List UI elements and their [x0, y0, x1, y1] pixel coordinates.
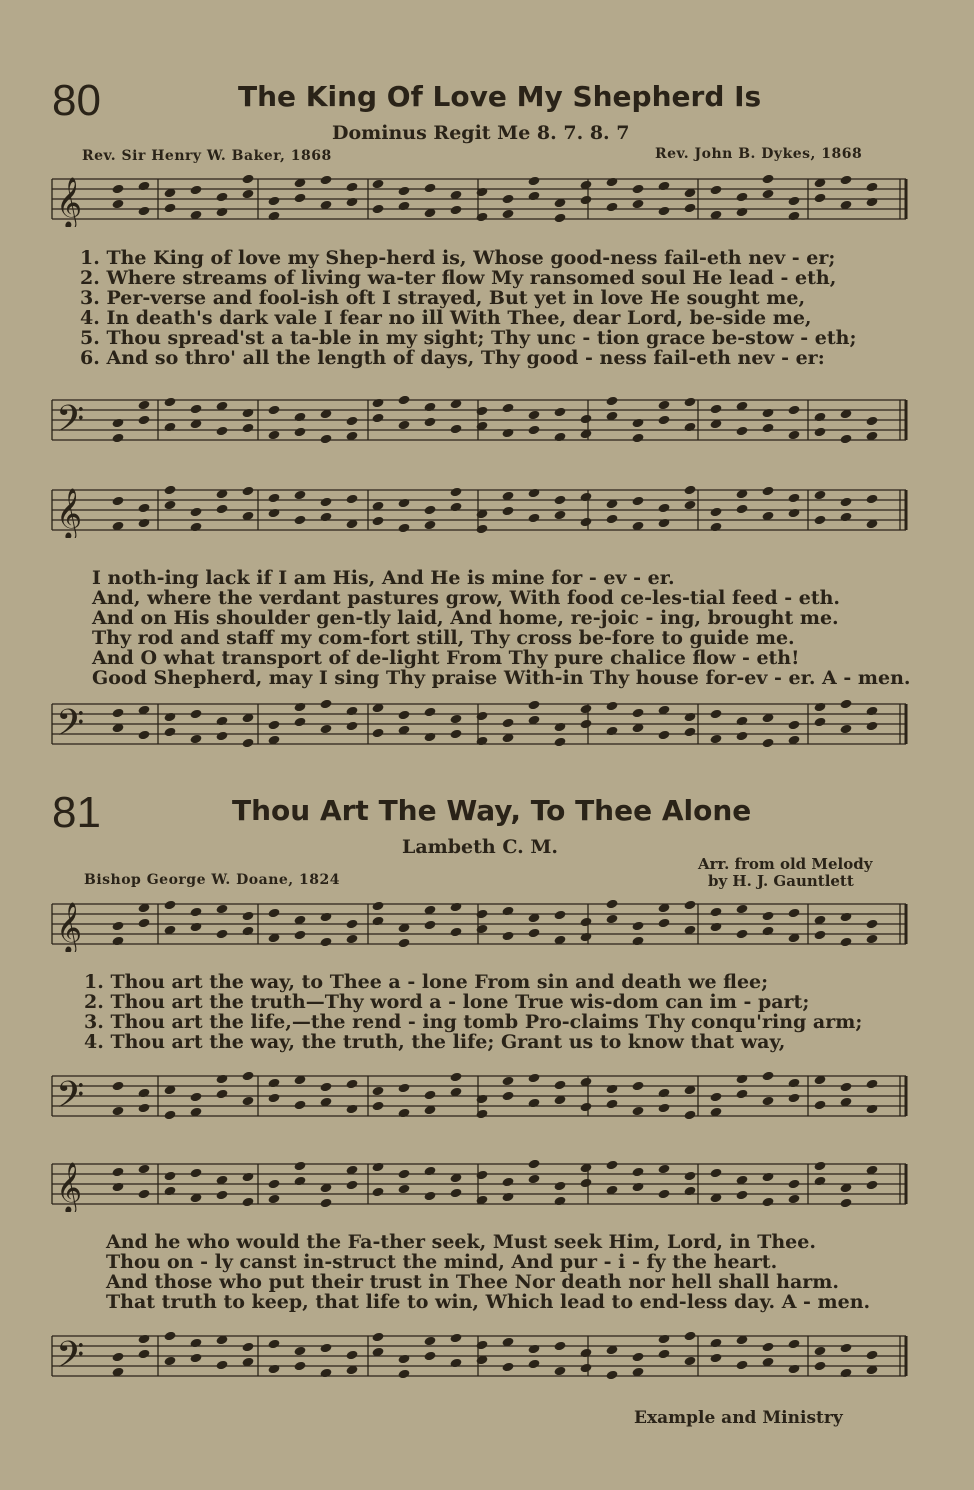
verse-line: 5. Thou spread'st a ta-ble in my sight; Thy unc - tion grace be-stow - eth;: [80, 327, 857, 349]
verse-block: [84, 972, 862, 1052]
verse-line: Thou on - ly canst in-struct the mind, And pur - i - fy the heart.: [106, 1251, 778, 1273]
hymn-number: 80: [52, 76, 101, 125]
svg-text:𝄞: 𝄞: [56, 488, 83, 538]
tune-name: Dominus Regit Me 8. 7. 8. 7: [332, 122, 630, 144]
verse-line: 3. Per-verse and fool-ish oft I strayed, But yet in love He sought me,: [80, 287, 806, 309]
bass-staff: [48, 700, 910, 752]
verse-line: And those who put their trust in Thee Nor death nor hell shall harm.: [106, 1271, 840, 1293]
verse-line: Thy rod and staff my com-fort still, Thy cross be-fore to guide me.: [92, 627, 795, 649]
svg-text:𝄢: 𝄢: [56, 398, 85, 448]
bass-staff: [48, 1072, 910, 1124]
verse-line: 4. In death's dark vale I fear no ill With Thee, dear Lord, be-side me,: [80, 307, 812, 329]
svg-text:𝄢: 𝄢: [56, 1074, 85, 1124]
treble-staff: [48, 1160, 910, 1212]
author-credit: Rev. Sir Henry W. Baker, 1868: [82, 148, 332, 164]
bass-staff: [48, 1332, 910, 1384]
hymn-title: The King Of Love My Shepherd Is: [238, 80, 762, 113]
bass-staff: [48, 396, 910, 448]
verse-line: 3. Thou art the life,—the rend - ing tomb Pro-claims Thy conqu'ring arm;: [84, 1011, 863, 1033]
author-credit: Bishop George W. Doane, 1824: [84, 872, 340, 888]
composer-credit-line: Arr. from old Melody: [698, 855, 873, 873]
verse-line: 6. And so thro' all the length of days, Thy good - ness fail-eth nev - er:: [80, 347, 825, 369]
verse-line: That truth to keep, that life to win, Which lead to end-less day. A - men.: [106, 1291, 871, 1313]
svg-text:𝄢: 𝄢: [56, 1334, 85, 1384]
verse-line: And, where the verdant pastures grow, With food ce-les-tial feed - eth.: [92, 587, 841, 609]
verse-line: Good Shepherd, may I sing Thy praise With-in Thy house for-ev - er. A - men.: [92, 667, 911, 689]
composer-credit-line: by H. J. Gauntlett: [708, 872, 854, 890]
treble-staff: [48, 486, 910, 538]
verse-line: 1. The King of love my Shep-herd is, Whose good-ness fail-eth nev - er;: [80, 247, 836, 269]
verse-line: And O what transport of de-light From Thy pure chalice flow - eth!: [92, 647, 800, 669]
hymn-title: Thou Art The Way, To Thee Alone: [232, 794, 752, 827]
composer-credit: Rev. John B. Dykes, 1868: [655, 146, 863, 162]
verse-line: 2. Thou art the truth—Thy word a - lone True wis-dom can im - part;: [84, 991, 810, 1013]
verse-line: And he who would the Fa-ther seek, Must seek Him, Lord, in Thee.: [106, 1231, 816, 1253]
svg-text:𝄞: 𝄞: [56, 177, 83, 227]
verse-line: 1. Thou art the way, to Thee a - lone From sin and death we flee;: [84, 971, 769, 993]
verse-block: [92, 568, 911, 688]
svg-text:𝄞: 𝄞: [56, 902, 83, 952]
composer-credit: [698, 856, 872, 890]
svg-text:𝄢: 𝄢: [56, 702, 85, 752]
verse-line: And on His shoulder gen-tly laid, And home, re-joic - ing, brought me.: [92, 607, 839, 629]
verse-line: 2. Where streams of living wa-ter flow My ransomed soul He lead - eth,: [80, 267, 837, 289]
verse-line: I noth-ing lack if I am His, And He is mine for - ev - er.: [92, 567, 675, 589]
verse-line: 4. Thou art the way, the truth, the life; Grant us to know that way,: [84, 1031, 786, 1053]
hymn-number: 81: [52, 788, 101, 837]
footer-caption: Example and Ministry: [634, 1408, 843, 1428]
treble-staff: [48, 175, 910, 227]
tune-name: Lambeth C. M.: [402, 836, 559, 858]
verse-block: [106, 1232, 870, 1312]
verse-block: [80, 248, 856, 368]
svg-text:𝄞: 𝄞: [56, 1162, 83, 1212]
treble-staff: [48, 900, 910, 952]
